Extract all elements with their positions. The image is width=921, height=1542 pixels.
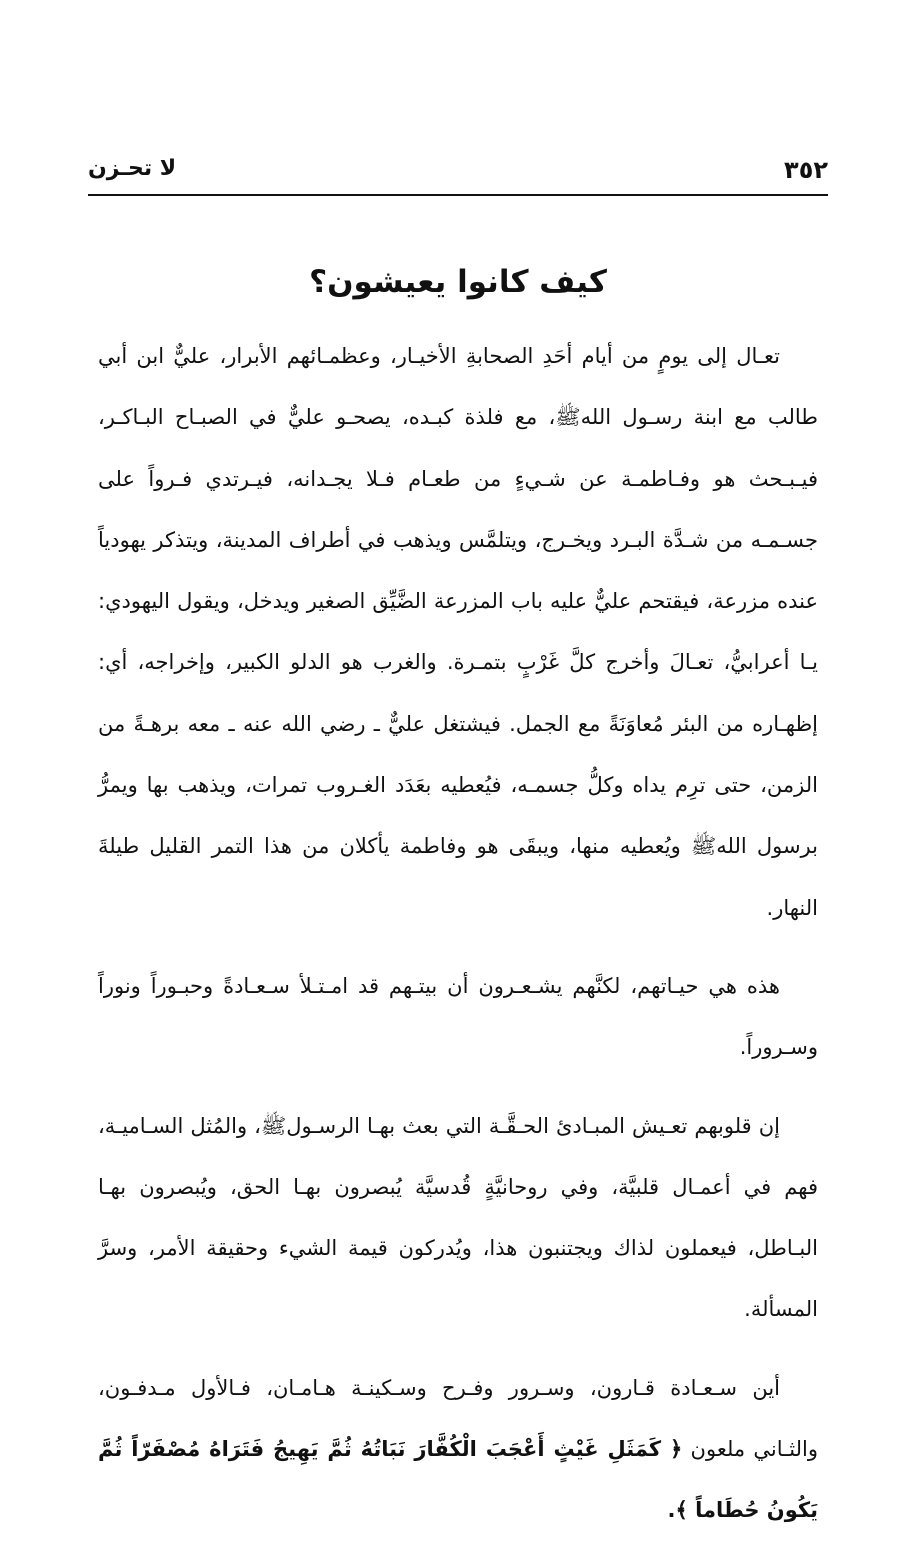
- paragraph-2: هذه هي حيـاتهم، لكنَّهم يشـعـرون أن بيتـهم قد امـتـلأ سـعـادةً وحبـوراً ونوراً وسـروراً.: [98, 973, 818, 1060]
- paragraph-1: تعـال إلى يومٍ من أيام أحَدِ الصحابةِ الأخيـار، وعظمـائهم الأبرار، عليٌّ ابن أبي طالب مع ابنة رسـول اللهﷺ، مع فلذة كبـده، يصحـو عليٌّ في الصبـاح البـاكـر، فيـبـحث هو وفـاطمـة عن شـيءٍ من طعـام فـلا يجـدانه، فيـرتدي فـرواً على جسـمـه من شـدَّة البـرد ويخـرج، ويتلمَّس ويذهب في أطراف المدينة، ويتذكر يهودياً عنده مزرعة، فيقتحم عليٌّ عليه باب المزرعة الضَّيِّق الصغير ويدخل، ويقول اليهودي: يـا أعرابيُّ، تعـالَ وأخرج كلَّ غَرْبٍ بتمـرة. والغرب هو الدلو الكبير، وإخراجه، أي: إظهـاره من البئر مُعاوَنَةً مع الجمل. فيشتغل عليٌّ ـ رضي الله عنه ـ معه برهـةً من الزمن، حتى ترِم يداه وكلُّ جسمـه، فيُعطيه بعَدَد الغـروب تمرات، ويذهب بها ويمرُّ برسول اللهﷺ ويُعطيه منها، ويبقَى هو وفاطمة يأكلان من هذا التمر القليل طيلةَ النهار.: [98, 344, 818, 920]
- paragraph-4-text: أين سـعـادة قـارون، وسـرور وفـرح وسـكينـة هـامـان، فـالأول مـدفـون، والثـاني ملعون: [98, 1375, 818, 1462]
- paragraph-4: [98, 1358, 818, 1542]
- chapter-title: كيف كانوا يعيشون؟: [309, 264, 607, 300]
- paragraph-3: إن قلوبهم تعـيش المبـادئ الحـقَّـة التي بعث بهـا الرسـولﷺ، والمُثل السـاميـة، فهم في أعمـال قلبيَّة، وفي روحانيَّةٍ قُدسيَّة يُبصرون بهـا الحق، ويُبصرون بهـا البـاطل، فيعملون لذاك ويجتنبون هذا، ويُدركون قيمة الشيء وحقيقة الأمر، وسرَّ المسألة.: [98, 1113, 818, 1322]
- page-header: [88, 150, 828, 196]
- header-rule: [88, 194, 828, 196]
- quran-verse: ﴿ كَمَثَلِ غَيْثٍ أَعْجَبَ الْكُفَّارَ نَبَاتُهُ ثُمَّ يَهِيجُ فَتَرَاهُ مُصْفَرّاً ثُمَّ يَكُونُ حُطَاماً ﴾.: [98, 1437, 818, 1523]
- page-number: ٣٥٢: [784, 156, 828, 184]
- running-book-title: لا تحـزن: [88, 156, 177, 181]
- body-text: [98, 326, 818, 1542]
